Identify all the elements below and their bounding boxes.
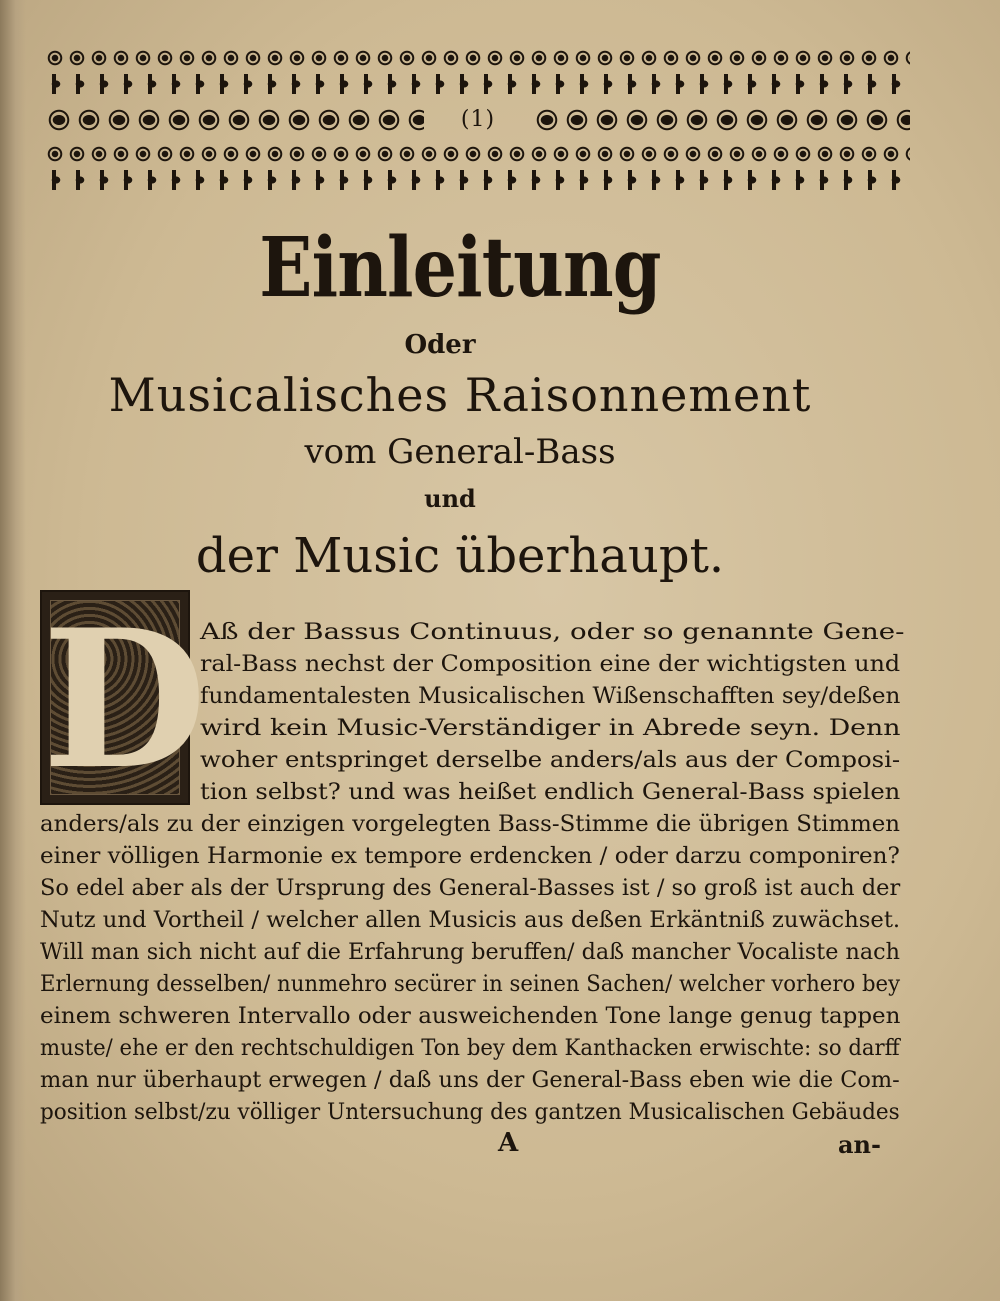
text-line: Nutz und Vortheil / welcher allen Musicis aus deßen Erkäntniß zuwächset. xyxy=(40,908,901,933)
catchword: an- xyxy=(838,1130,881,1159)
text-line: anders/als zu der einzigen vorgelegten Bass-Stimme die übrigen Stimmen xyxy=(40,812,901,837)
text-line: So edel aber als der Ursprung des General-Basses ist / so groß ist auch der xyxy=(40,876,901,901)
signature-mark: A xyxy=(498,1128,519,1158)
ornament-row xyxy=(44,144,910,164)
ornament-row xyxy=(44,170,910,190)
decorated-initial xyxy=(40,588,207,811)
page-number: (1) xyxy=(460,107,496,132)
heading-oder: Oder xyxy=(404,330,476,360)
text-line: woher entspringet derselbe anders/als aus der Composi- xyxy=(200,748,901,773)
page-gutter-shadow xyxy=(0,0,26,1301)
heading-subtitle-3: der Music überhaupt. xyxy=(195,528,725,584)
text-line: muste/ ehe er den rechtschuldigen Ton bey dem Kanthacken erwischte: so darff xyxy=(40,1036,900,1061)
initial-letter: D xyxy=(42,588,207,811)
header-ornament-band xyxy=(44,48,910,198)
text-line: Will man sich nicht auf die Erfahrung beruffen/ daß mancher Vocaliste nach xyxy=(40,940,900,965)
ornament-segment xyxy=(44,108,424,132)
text-line: Erlernung desselben/ nunmehro secürer in seinen Sachen/ welcher vorhero bey xyxy=(40,972,901,997)
heading-subtitle-1: Musicalisches Raisonnement xyxy=(108,368,812,422)
ornament-segment xyxy=(532,108,910,132)
heading-subtitle-2: vom General-Bass xyxy=(304,432,616,472)
ornament-page-number-row xyxy=(44,108,910,132)
text-line: einem schweren Intervallo oder ausweichenden Tone lange genug tappen xyxy=(40,1004,901,1029)
ornament-row xyxy=(44,48,910,68)
text-line: wird kein Music-Verständiger in Abrede seyn. Denn xyxy=(200,716,901,741)
text-line: fundamentalesten Musicalischen Wißenschafften sey/deßen xyxy=(200,684,901,709)
heading-und: und xyxy=(424,484,476,513)
text-line: position selbst/zu völliger Untersuchung des gantzen Musicalischen Gebäudes xyxy=(40,1100,900,1125)
text-line: ral-Bass nechst der Composition eine der wichtigsten und xyxy=(200,652,901,677)
text-line: Aß der Bassus Continuus, oder so genannte Gene- xyxy=(200,620,905,645)
text-line: man nur überhaupt erwegen / daß uns der General-Bass eben wie die Com- xyxy=(40,1068,900,1093)
text-line: tion selbst? und was heißet endlich General-Bass spielen xyxy=(200,780,901,805)
ornament-row xyxy=(44,74,910,94)
text-line: einer völligen Harmonie ex tempore erdencken / oder darzu componiren? xyxy=(40,844,900,869)
chapter-title: Einleitung xyxy=(259,220,661,316)
